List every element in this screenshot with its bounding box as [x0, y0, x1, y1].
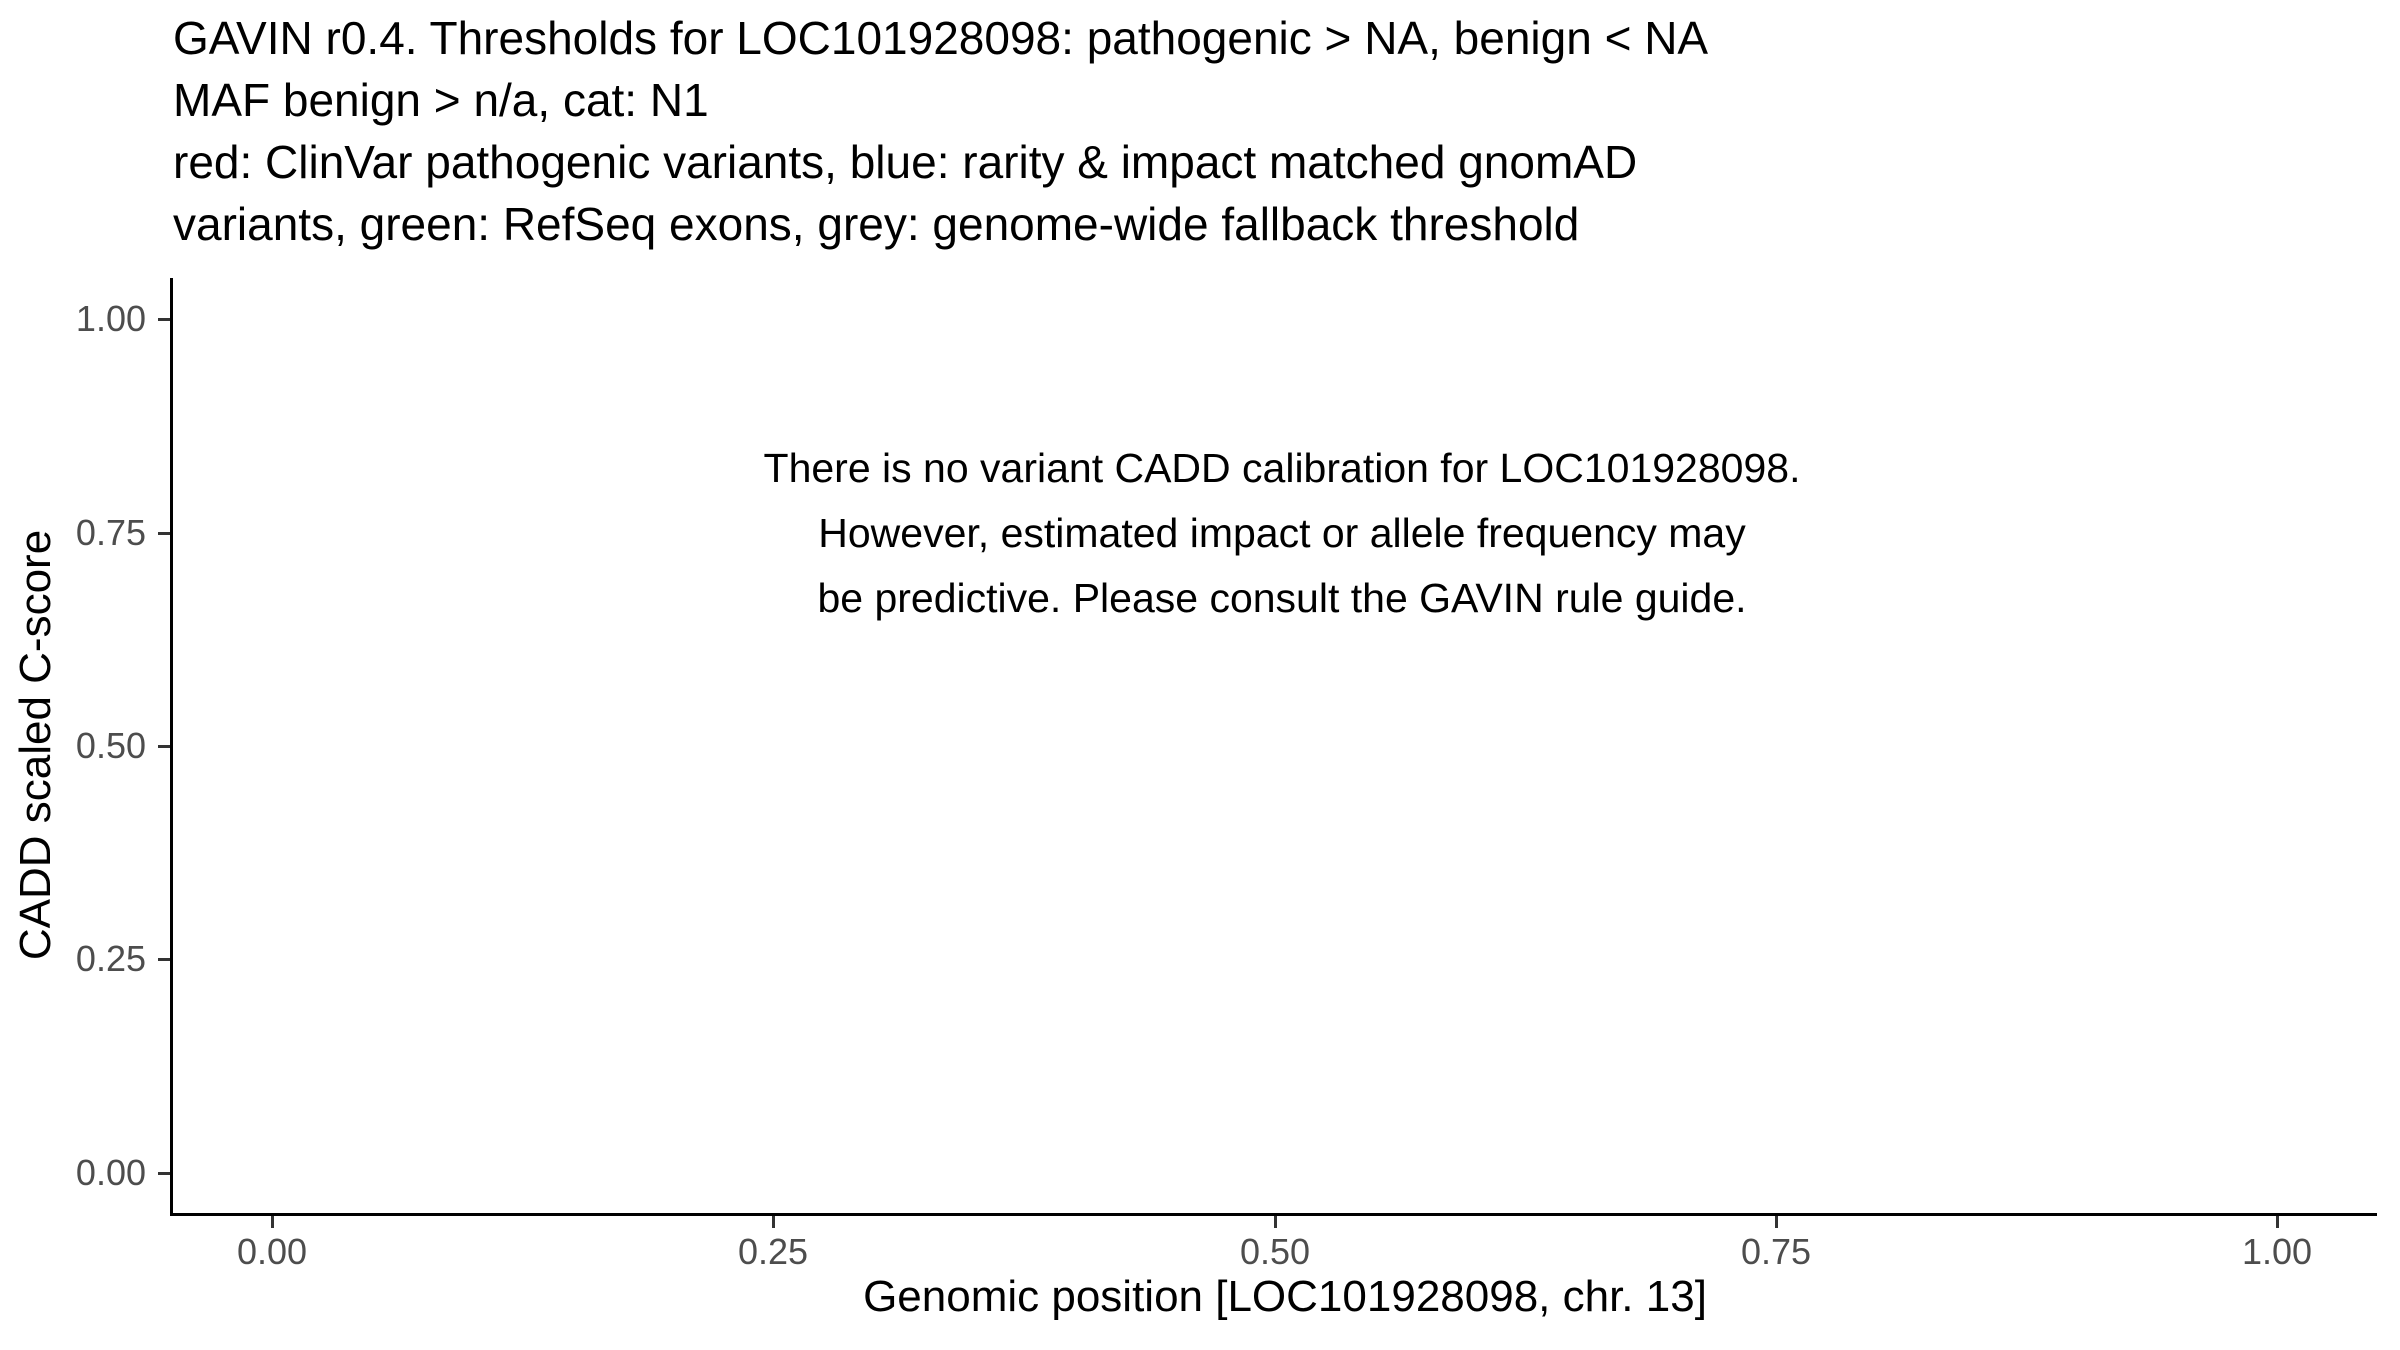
- x-tick-mark: [772, 1216, 775, 1228]
- y-tick-label: 0.50: [75, 725, 146, 766]
- x-tick-mark: [2276, 1216, 2279, 1228]
- empty-plot-annotation: [764, 436, 1801, 631]
- y-tick-mark: [158, 745, 170, 748]
- plot-title: [173, 7, 1708, 255]
- x-tick-label: 0.00: [236, 1231, 308, 1272]
- x-tick-label: 0.25: [737, 1231, 809, 1272]
- y-tick-mark: [158, 1172, 170, 1175]
- y-axis-title: CADD scaled C-score: [11, 529, 60, 961]
- x-tick-mark: [1775, 1216, 1778, 1228]
- x-tick-mark: [271, 1216, 274, 1228]
- y-tick-label: 0.00: [75, 1152, 146, 1193]
- x-tick-label: 1.00: [2241, 1231, 2313, 1272]
- annotation-line-2: However, estimated impact or allele frequency may: [818, 510, 1746, 556]
- plot-title-line-4: variants, green: RefSeq exons, grey: genome-wide fallback threshold: [173, 198, 1580, 250]
- annotation-line-3: be predictive. Please consult the GAVIN rule guide.: [817, 575, 1747, 621]
- x-tick-label: 0.50: [1239, 1231, 1311, 1272]
- plot-title-line-3: red: ClinVar pathogenic variants, blue: rarity & impact matched gnomAD: [173, 136, 1638, 188]
- plot-title-line-2: MAF benign > n/a, cat: N1: [173, 74, 709, 126]
- y-tick-label: 0.25: [75, 938, 146, 979]
- x-tick-mark: [1274, 1216, 1277, 1228]
- plot-title-line-1: GAVIN r0.4. Thresholds for LOC101928098: pathogenic > NA, benign < NA: [173, 12, 1709, 64]
- annotation-line-1: There is no variant CADD calibration for LOC101928098.: [763, 445, 1801, 491]
- y-tick-mark: [158, 958, 170, 961]
- y-tick-label: 1.00: [75, 298, 146, 339]
- plot-panel: [170, 278, 2377, 1216]
- y-tick-mark: [158, 532, 170, 535]
- x-axis-title: Genomic position [LOC101928098, chr. 13]: [863, 1272, 1707, 1321]
- x-tick-label: 0.75: [1740, 1231, 1812, 1272]
- y-tick-mark: [158, 318, 170, 321]
- y-tick-label: 0.75: [75, 512, 146, 553]
